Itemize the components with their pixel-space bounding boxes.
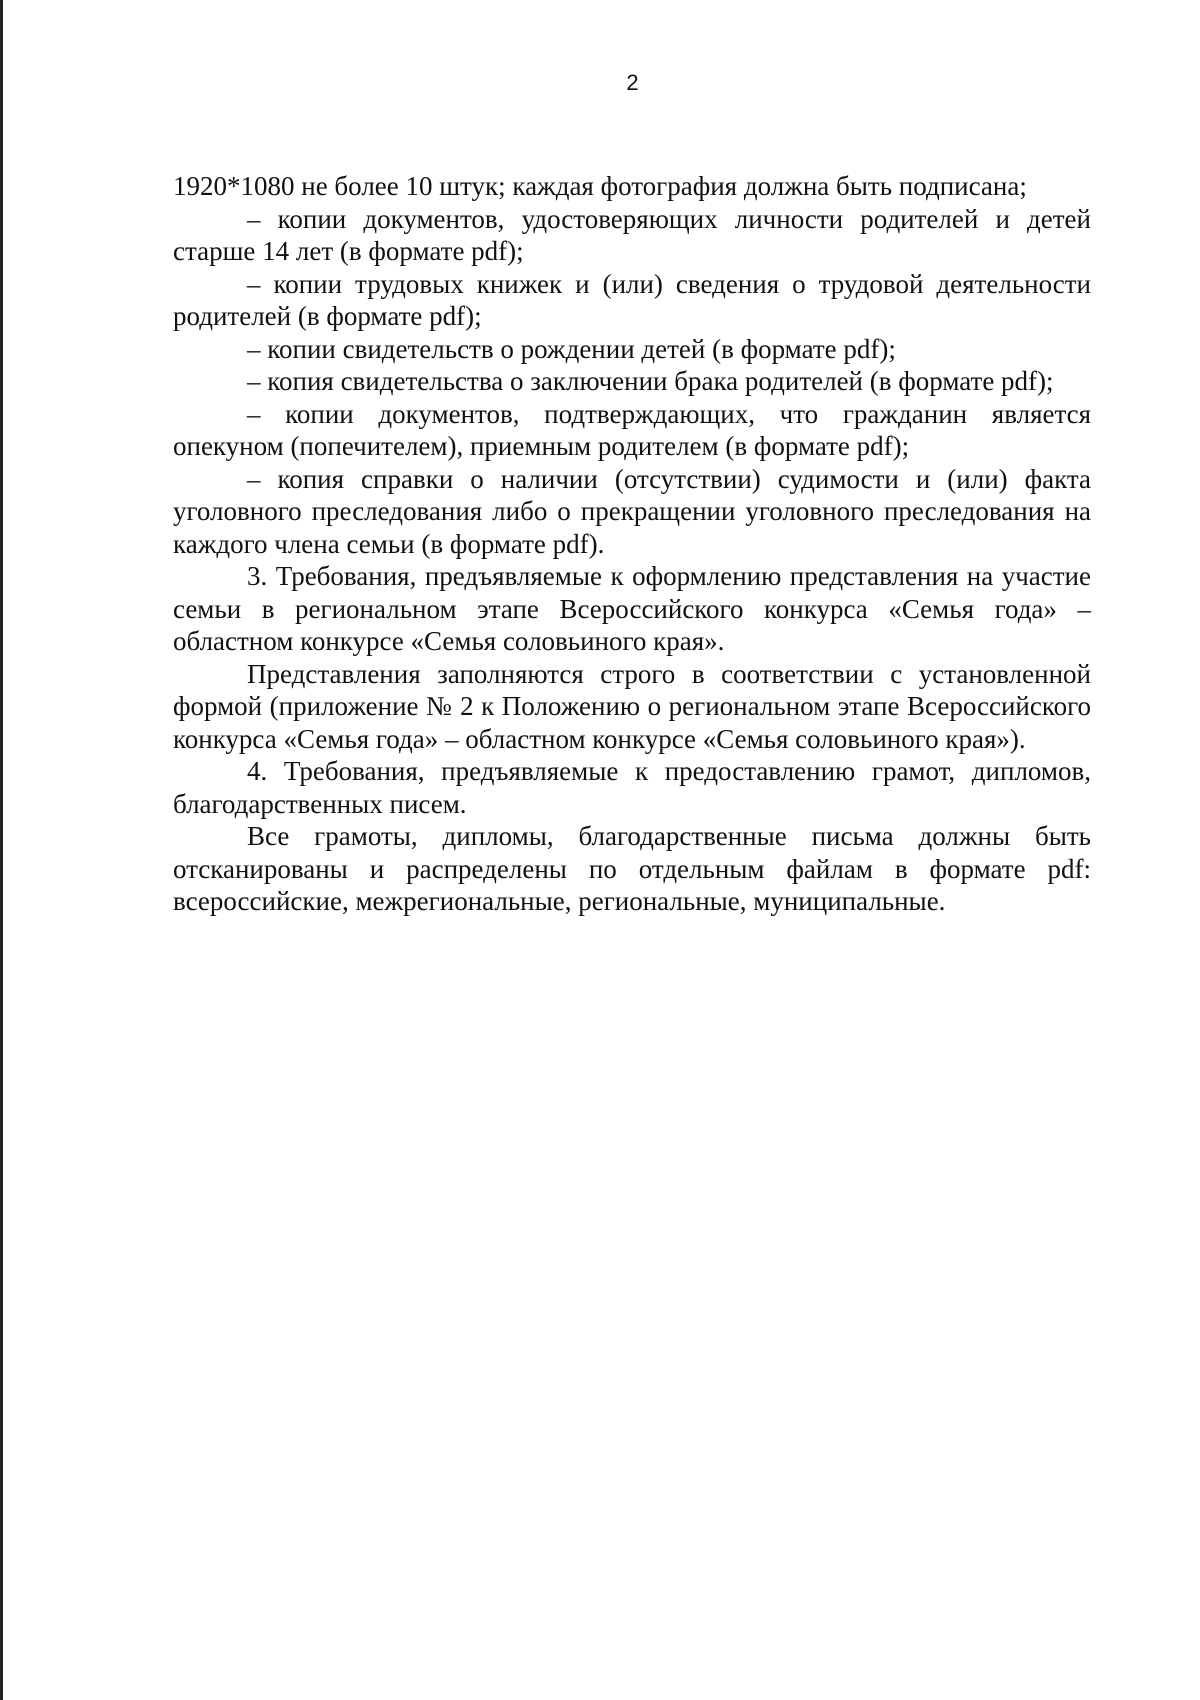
- paragraph-section-4-heading: 4. Требования, предъявляемые к предоставлению грамот, дипломов, благодарственных писем.: [173, 756, 1091, 819]
- paragraph-employment-records: – копии трудовых книжек и (или) сведения о трудовой деятельности родителей (в формате pdf);: [173, 268, 1091, 331]
- paragraph-birth-certificates: – копии свидетельств о рождении детей (в формате pdf);: [247, 333, 896, 364]
- scan-edge: [0, 0, 3, 1700]
- paragraph-criminal-record-certificate: – копия справки о наличии (отсутствии) судимости и (или) факта уголовного преследования либо о прекращении уголовного преследования на каждого члена семьи (в формате pdf).: [173, 463, 1091, 559]
- paragraph-section-3-body: Представления заполняются строго в соответствии с установленной формой (приложение № 2 к Положению о региональном этапе Всероссийского конкурса «Семья года» – областном конкурсе «Семья соловьиного края»).: [173, 658, 1091, 754]
- paragraph-section-4-body: Все грамоты, дипломы, благодарственные письма должны быть отсканированы и распределены по отдельным файлам в формате pdf: всероссийские, межрегиональные, региональные, муниципальные.: [173, 821, 1091, 916]
- paragraph-identity-documents: – копии документов, удостоверяющих личности родителей и детей старше 14 лет (в формате pdf);: [173, 203, 1091, 266]
- paragraph-marriage-certificate: – копия свидетельства о заключении брака родителей (в формате pdf);: [247, 366, 1054, 396]
- paragraph-section-3-heading: 3. Требования, предъявляемые к оформлению представления на участие семьи в региональном этапе Всероссийского конкурса «Семья года» – областном конкурсе «Семья соловьиного края».: [173, 561, 1091, 656]
- page-number: 2: [626, 70, 639, 95]
- document-body: [173, 170, 1091, 918]
- paragraph-guardianship-documents: – копии документов, подтверждающих, что гражданин является опекуном (попечителем), приемным родителем (в формате pdf);: [173, 398, 1091, 461]
- paragraph-photo-requirements: 1920*1080 не более 10 штук; каждая фотография должна быть подписана;: [173, 171, 1027, 201]
